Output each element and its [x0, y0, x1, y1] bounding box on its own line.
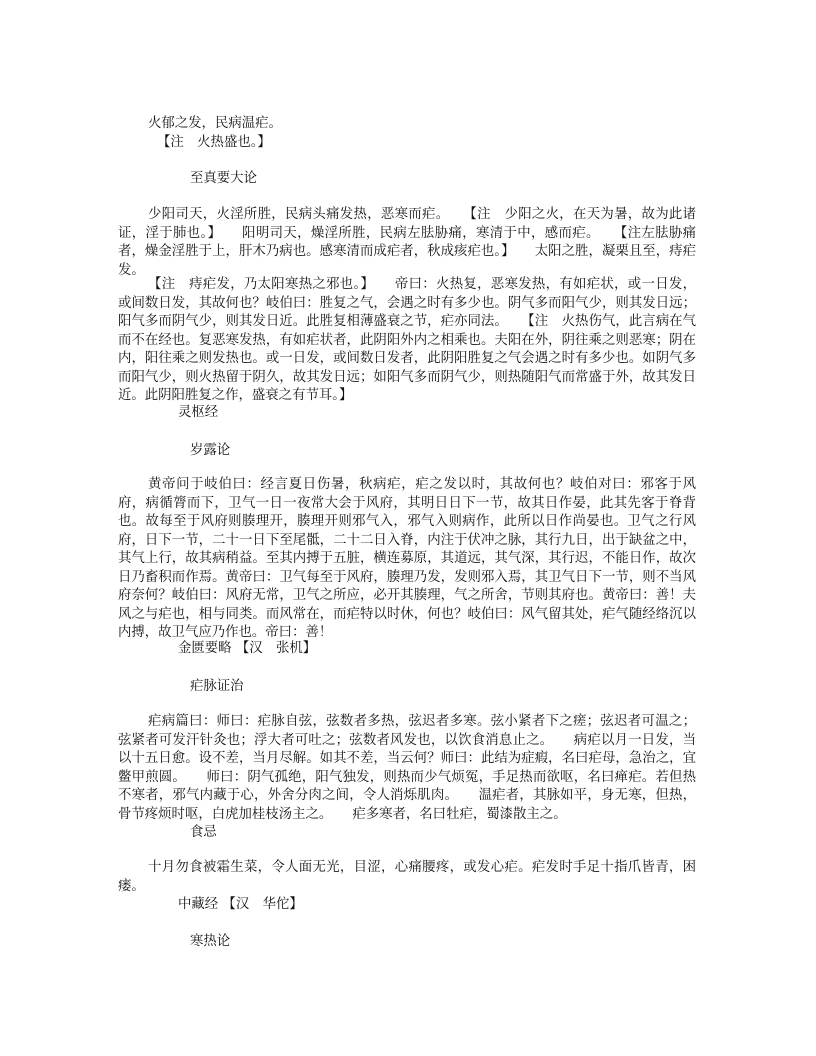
section-heading-nuemai: 疟脉证治 [190, 679, 244, 694]
paragraph-huangdi: 黄帝问于岐伯曰：经言夏日伤暑，秋病疟，疟之发以时，其故何也？岐伯对曰：邪客于风府，病循膂而下，卫气一日一夜常大会于风府，其明日日下一节，故其日作晏，此其先客于脊背也。故每至于风府则腠理开，腠理开则邪气入，邪气入则病作，此所以日作尚晏也。卫气之行风府，日下一节，二十一日下至尾骶，二十二日入脊，内注于伏冲之脉，其行九日，出于缺盆之中，其气上行，故其病稍益。至其内搏于五脏，横连募原，其道远，其气深，其行迟，不能日作，故次日乃畜积而作焉。黄帝曰：卫气每至于风府，腠理乃发，发则邪入焉，其卫气日下一节，则不当风府奈何？岐伯曰：风府无常，卫气之所应，必开其腠理，气之所舍，节则其府也。黄帝曰：善！夫风之与疟也，相与同类。而风常在，而疟特以时休，何也？岐伯曰：风气留其处，疟气随经络沉以内搏，故卫气应乃作也。帝曰：善！ [118, 477, 696, 640]
paragraph-huore: 【注 痔疟发，乃太阳寒热之邪也。】 帝曰：火热复，恶寒发热，有如疟状，或一日发，或间数日发，其故何也？岐伯曰：胜复之气，会遇之时有多少也。阴气多而阳气少，则其发日远；阳气多而阴气少，则其发日近。此胜复相薄盛衰之节，疟亦同法。 【注 火热伤气，此言病在气而不在经也。复恶寒发热，有如疟状者，此阴阳外内之相乘也。夫阳在外，阴往乘之则恶寒；阴在内，阳往乘之则发热也。或一日发，或间数日发者，此阴阳胜复之气会遇之时有多少也。如阴气多而阳气少，则火热留于阴久，故其发日远；如阳气多而阴气少，则热随阳气而常盛于外，故其发日近。此阴阳胜复之作，盛衰之有节耳。】 [118, 277, 696, 403]
paragraph-shiyue: 十月勿食被霜生菜，令人面无光，目涩，心痛腰疼，或发心疟。疟发时手足十指爪皆青，困瘘。 [118, 860, 696, 894]
book-heading-jingui: 金匮要略 【汉 张机】 [178, 641, 317, 656]
section-heading-zhizhenyao: 至真要大论 [190, 171, 257, 186]
paragraph-shaoyang: 少阳司天，火淫所胜，民病头痛发热，恶寒而疟。 【注 少阳之火，在天为暑，故为此诸证，淫于肺也。】 阳明司天，燥淫所胜，民病左胠胁痛，寒清于中，感而疟。 【注左胠胁痛者，燥金淫胜于上，肝木乃病也。感寒清而成疟者，秋成痎疟也。】 太阳之胜，凝栗且至，痔疟发。 [118, 207, 696, 278]
section-heading-suilu: 岁露论 [190, 443, 231, 458]
book-heading-lingshu: 灵枢经 [178, 405, 219, 420]
book-heading-zhongzang: 中藏经 【汉 华佗】 [178, 897, 303, 912]
annotation-line: 【注 火热盛也。】 [157, 135, 271, 150]
section-heading-hanre: 寒热论 [190, 934, 231, 949]
section-heading-shiji: 食忌 [190, 825, 217, 840]
text-line-fire: 火郁之发，民病温疟。 [148, 116, 282, 131]
paragraph-nuebing: 疟病篇曰：师曰：疟脉自弦，弦数者多热，弦迟者多寒。弦小紧者下之瘥；弦迟者可温之；弦紧者可发汗针灸也；浮大者可吐之；弦数者风发也，以饮食消息止之。 病疟以月一日发，当以十五日愈。设不差，当月尽解。如其不差，当云何？师曰：此结为症瘕，名曰疟母，急治之，宜鳖甲煎圆。 师曰：阴气孤绝，阳气独发，则热而少气烦冤，手足热而欲呕，名曰瘅疟。若但热不寒者，邪气内藏于心，外舍分肉之间，令人消烁肌肉。 温疟者，其脉如平，身无寒，但热，骨节疼烦时呕，白虎加桂枝汤主之。 疟多寒者，名曰牡疟，蜀漆散主之。 [118, 714, 696, 822]
